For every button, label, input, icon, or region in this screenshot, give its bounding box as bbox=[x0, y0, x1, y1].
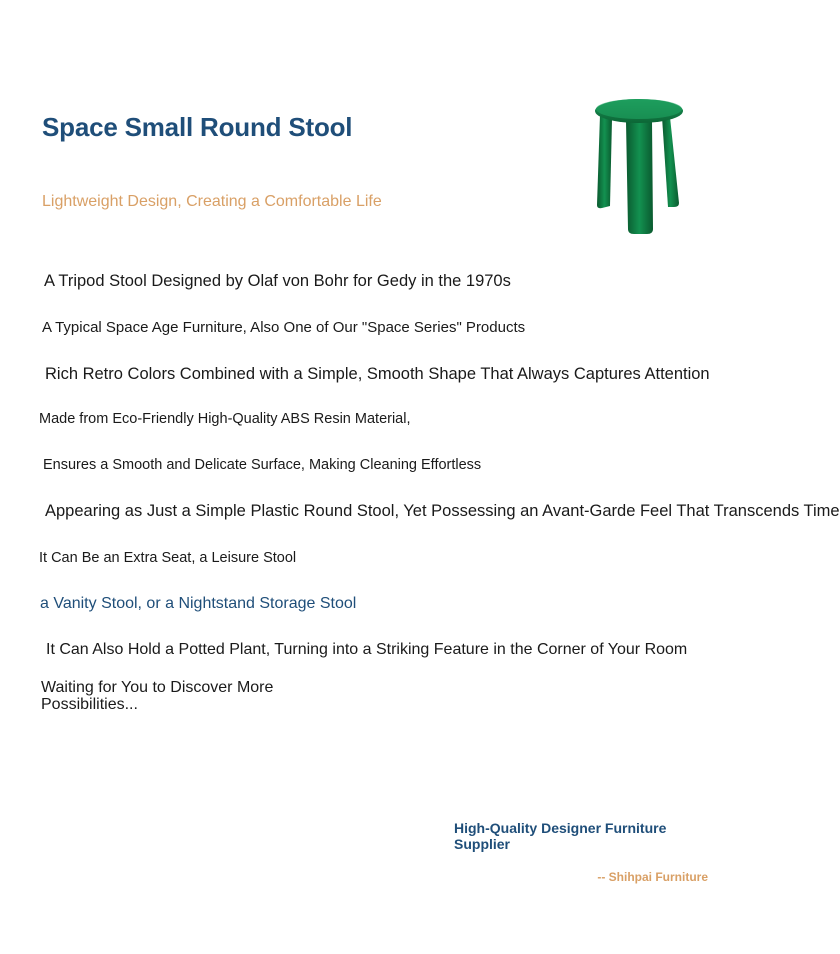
page-title: Space Small Round Stool bbox=[42, 112, 353, 142]
body-line-1: A Tripod Stool Designed by Olaf von Bohr for Gedy in the 1970s bbox=[44, 272, 511, 290]
body-line-6: Appearing as Just a Simple Plastic Round Stool, Yet Possessing an Avant-Garde Feel That Transcends Time bbox=[45, 502, 840, 520]
body-line-4: Made from Eco-Friendly High-Quality ABS Resin Material, bbox=[39, 411, 411, 427]
brand-signature: -- Shihpai Furniture bbox=[597, 870, 708, 884]
body-line-3: Rich Retro Colors Combined with a Simple, Smooth Shape That Always Captures Attention bbox=[45, 365, 710, 383]
body-line-8: a Vanity Stool, or a Nightstand Storage Stool bbox=[40, 595, 357, 612]
supplier-tagline: High-Quality Designer Furniture Supplier bbox=[454, 820, 667, 852]
body-line-7: It Can Be an Extra Seat, a Leisure Stool bbox=[39, 550, 297, 566]
body-line-5: Ensures a Smooth and Delicate Surface, Making Cleaning Effortless bbox=[43, 457, 482, 473]
closing-text: Waiting for You to Discover More Possibilities... bbox=[41, 679, 274, 713]
body-line-2: A Typical Space Age Furniture, Also One of Our "Space Series" Products bbox=[42, 319, 526, 336]
stool-product-image bbox=[590, 95, 690, 237]
body-line-9: It Can Also Hold a Potted Plant, Turning into a Striking Feature in the Corner of Your Room bbox=[46, 641, 688, 658]
page-subtitle: Lightweight Design, Creating a Comfortable Life bbox=[42, 193, 382, 210]
